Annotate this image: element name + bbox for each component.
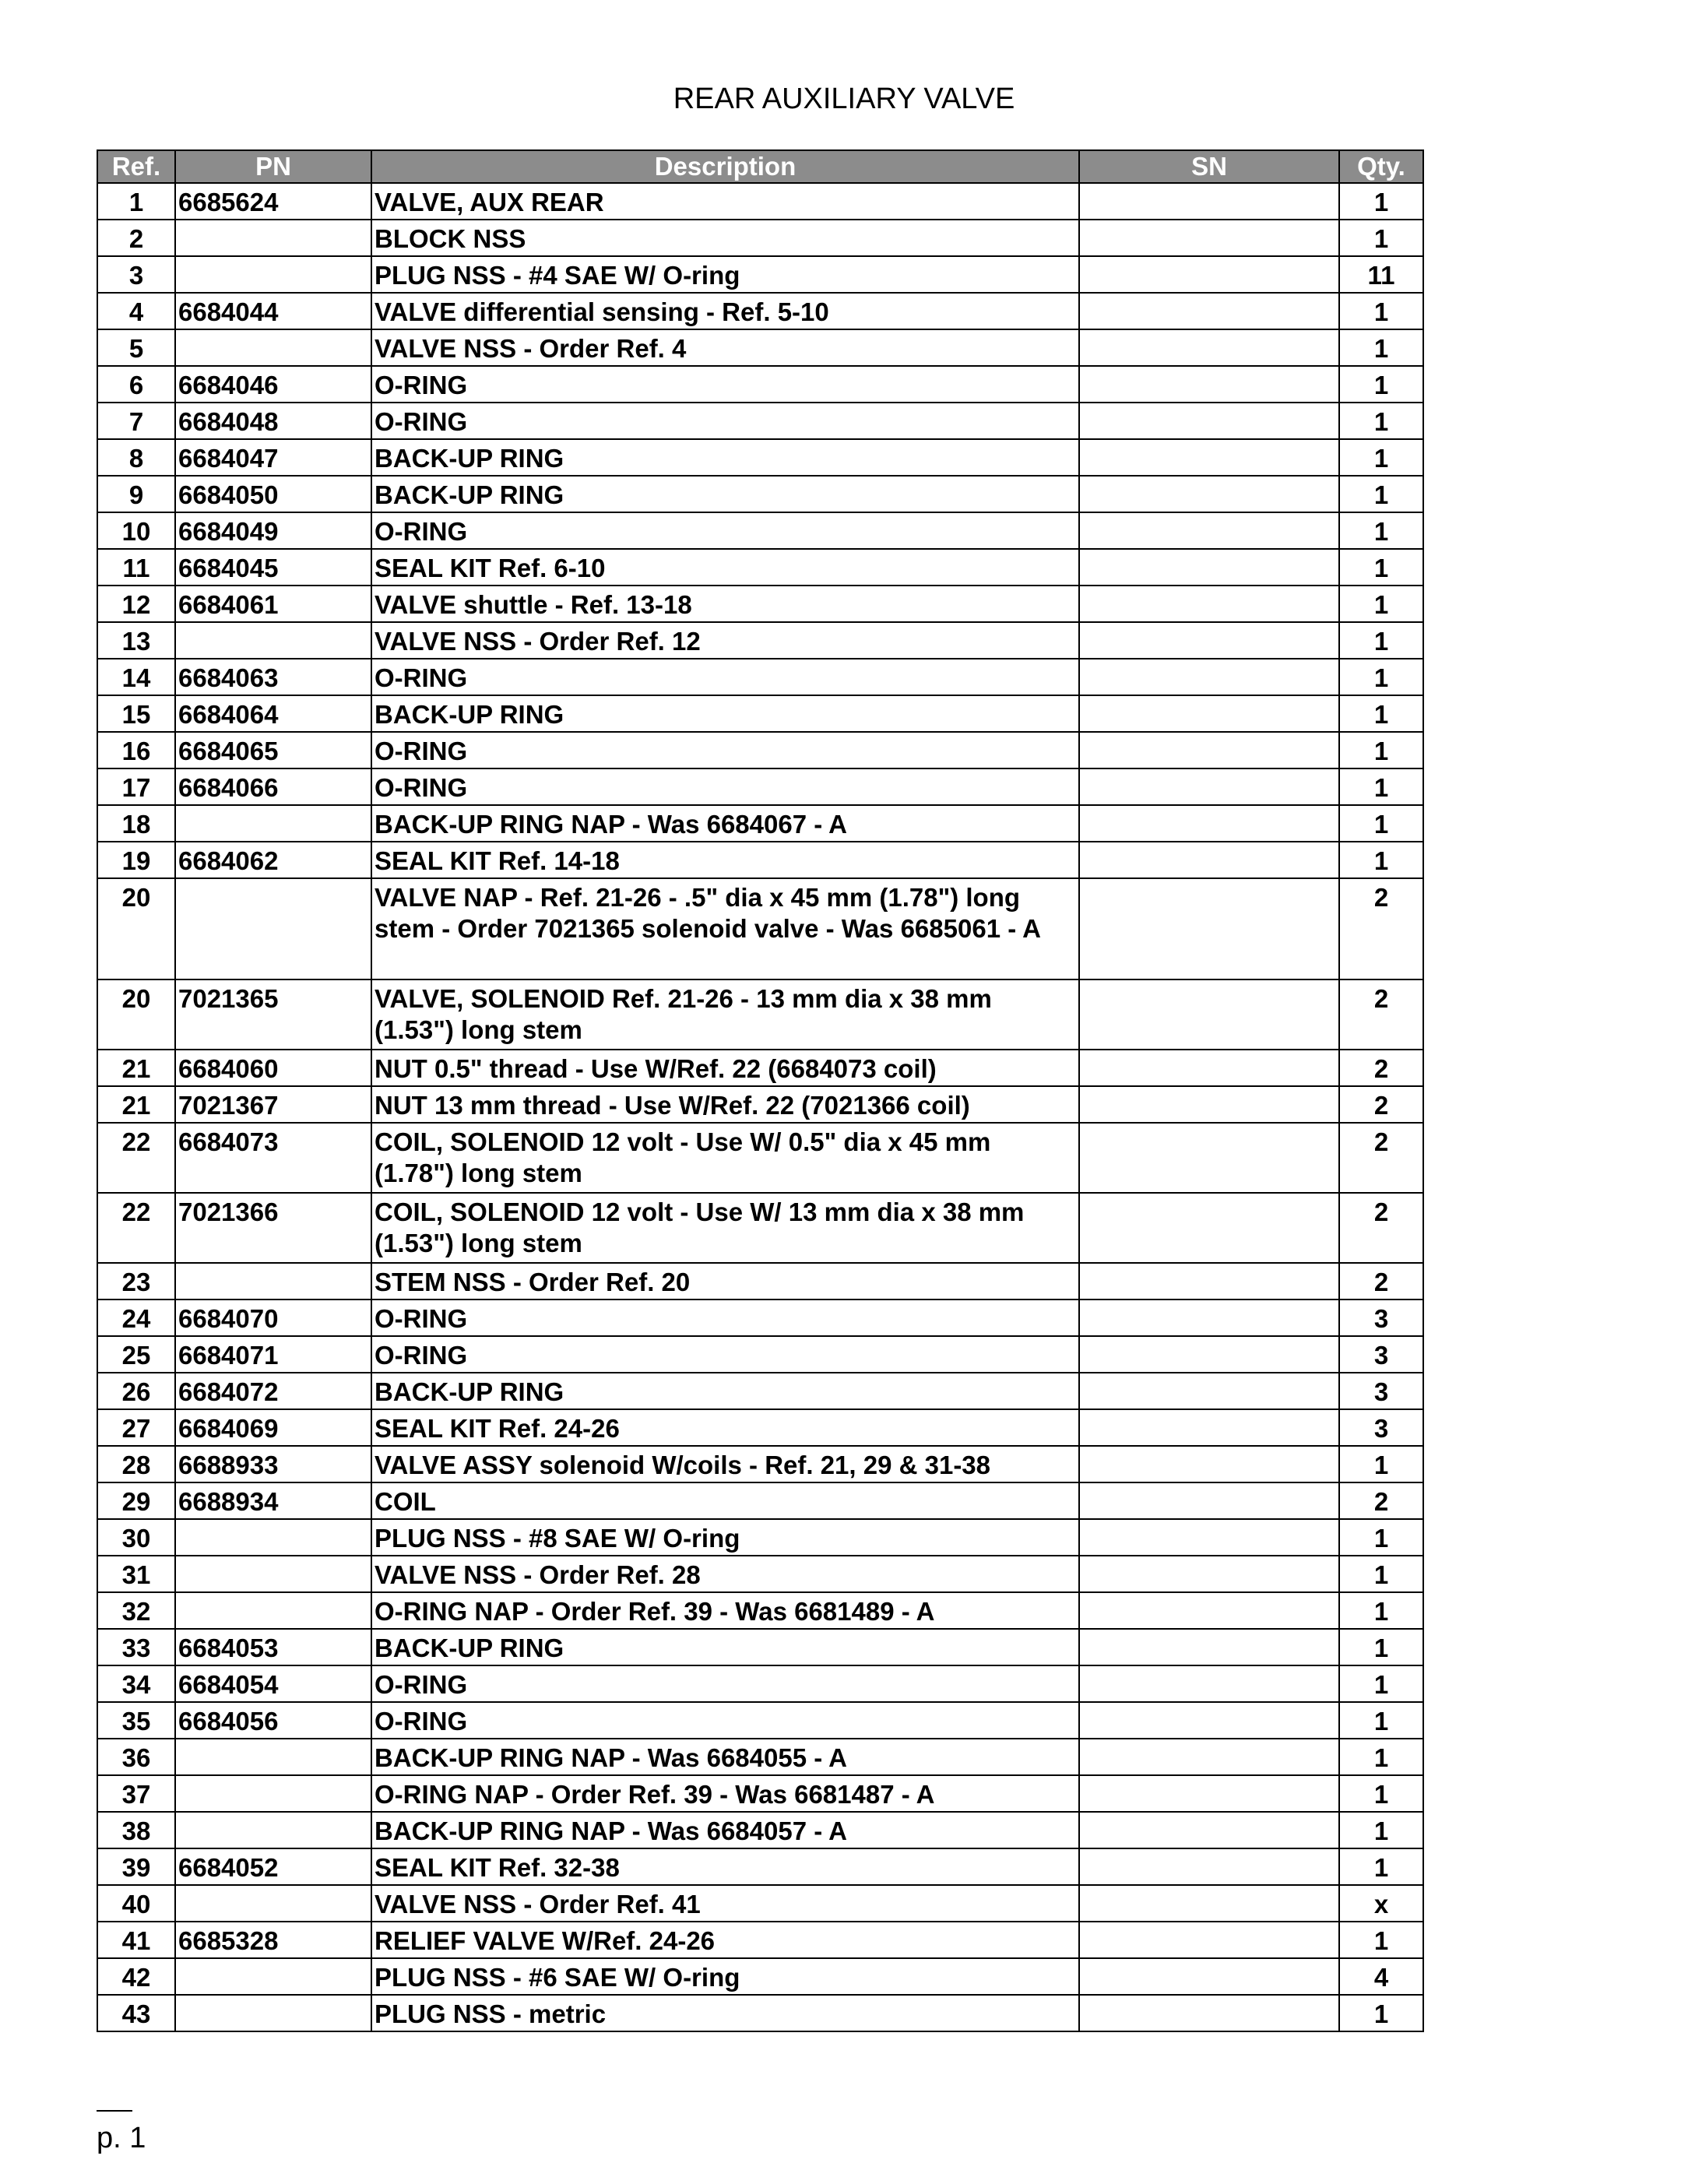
cell-sn <box>1079 1848 1339 1885</box>
cell-sn <box>1079 1665 1339 1702</box>
cell-sn <box>1079 586 1339 622</box>
cell-pn: 6684069 <box>175 1409 371 1446</box>
table-row <box>97 476 1423 512</box>
table-row <box>97 1086 1423 1123</box>
cell-description: PLUG NSS - #6 SAE W/ O-ring <box>371 1958 1079 1995</box>
cell-ref: 4 <box>97 293 175 329</box>
cell-sn <box>1079 403 1339 439</box>
cell-description: PLUG NSS - metric <box>371 1995 1079 2031</box>
cell-sn <box>1079 1592 1339 1629</box>
cell-ref: 30 <box>97 1519 175 1556</box>
cell-sn <box>1079 1373 1339 1409</box>
cell-ref: 39 <box>97 1848 175 1885</box>
cell-qty: 1 <box>1339 768 1423 805</box>
cell-sn <box>1079 1702 1339 1739</box>
cell-qty: 2 <box>1339 1193 1423 1263</box>
header-pn: PN <box>175 150 371 183</box>
cell-pn <box>175 1556 371 1592</box>
cell-sn <box>1079 1922 1339 1958</box>
cell-qty: 1 <box>1339 1629 1423 1665</box>
cell-qty: 1 <box>1339 1519 1423 1556</box>
cell-pn: 6684071 <box>175 1336 371 1373</box>
cell-description: O-RING <box>371 1702 1079 1739</box>
cell-description: BACK-UP RING NAP - Was 6684067 - A <box>371 805 1079 842</box>
cell-qty: x <box>1339 1885 1423 1922</box>
cell-description: BACK-UP RING <box>371 1629 1079 1665</box>
cell-description: SEAL KIT Ref. 24-26 <box>371 1409 1079 1446</box>
cell-ref: 27 <box>97 1409 175 1446</box>
cell-description: PLUG NSS - #8 SAE W/ O-ring <box>371 1519 1079 1556</box>
table-row <box>97 1702 1423 1739</box>
cell-pn: 6684052 <box>175 1848 371 1885</box>
table-row <box>97 1123 1423 1193</box>
table-row <box>97 1519 1423 1556</box>
table-row <box>97 1958 1423 1995</box>
cell-pn: 6684053 <box>175 1629 371 1665</box>
cell-sn <box>1079 768 1339 805</box>
cell-pn: 6684045 <box>175 549 371 586</box>
cell-pn <box>175 220 371 256</box>
cell-qty: 2 <box>1339 1050 1423 1086</box>
cell-ref: 20 <box>97 878 175 979</box>
cell-ref: 8 <box>97 439 175 476</box>
cell-ref: 5 <box>97 329 175 366</box>
cell-pn <box>175 1885 371 1922</box>
cell-qty: 1 <box>1339 1775 1423 1812</box>
header-description: Description <box>371 150 1079 183</box>
cell-pn: 6684050 <box>175 476 371 512</box>
cell-sn <box>1079 512 1339 549</box>
cell-ref: 16 <box>97 732 175 768</box>
cell-pn: 6684065 <box>175 732 371 768</box>
cell-sn <box>1079 1775 1339 1812</box>
cell-description: SEAL KIT Ref. 6-10 <box>371 549 1079 586</box>
cell-pn: 6684066 <box>175 768 371 805</box>
cell-qty: 1 <box>1339 732 1423 768</box>
cell-qty: 1 <box>1339 1739 1423 1775</box>
cell-ref: 2 <box>97 220 175 256</box>
cell-pn <box>175 1519 371 1556</box>
cell-description: BACK-UP RING <box>371 476 1079 512</box>
cell-pn: 6688933 <box>175 1446 371 1482</box>
cell-sn <box>1079 1299 1339 1336</box>
cell-sn <box>1079 842 1339 878</box>
cell-description: VALVE NSS - Order Ref. 4 <box>371 329 1079 366</box>
cell-ref: 14 <box>97 659 175 695</box>
cell-sn <box>1079 1336 1339 1373</box>
cell-pn: 6688934 <box>175 1482 371 1519</box>
cell-qty: 1 <box>1339 293 1423 329</box>
table-row <box>97 256 1423 293</box>
table-row <box>97 293 1423 329</box>
table-row <box>97 1665 1423 1702</box>
cell-description: VALVE differential sensing - Ref. 5-10 <box>371 293 1079 329</box>
cell-sn <box>1079 1739 1339 1775</box>
cell-description: O-RING <box>371 512 1079 549</box>
cell-pn: 6685328 <box>175 1922 371 1958</box>
table-row <box>97 220 1423 256</box>
cell-sn <box>1079 695 1339 732</box>
cell-description: O-RING NAP - Order Ref. 39 - Was 6681489 - A <box>371 1592 1079 1629</box>
table-row <box>97 1336 1423 1373</box>
cell-ref: 29 <box>97 1482 175 1519</box>
cell-qty: 1 <box>1339 1702 1423 1739</box>
cell-ref: 21 <box>97 1086 175 1123</box>
table-row <box>97 1263 1423 1299</box>
table-row <box>97 805 1423 842</box>
parts-table <box>97 149 1424 2032</box>
cell-ref: 42 <box>97 1958 175 1995</box>
cell-description: O-RING <box>371 403 1079 439</box>
cell-pn: 6684062 <box>175 842 371 878</box>
cell-description: COIL, SOLENOID 12 volt - Use W/ 0.5" dia x 45 mm (1.78") long stem <box>371 1123 1079 1193</box>
cell-qty: 2 <box>1339 878 1423 979</box>
cell-pn: 7021365 <box>175 979 371 1050</box>
cell-sn <box>1079 1995 1339 2031</box>
page-number: p. 1 <box>97 2122 146 2154</box>
cell-pn: 6684049 <box>175 512 371 549</box>
cell-pn: 6684047 <box>175 439 371 476</box>
cell-qty: 1 <box>1339 1446 1423 1482</box>
cell-qty: 1 <box>1339 1995 1423 2031</box>
cell-pn: 6684070 <box>175 1299 371 1336</box>
cell-description: O-RING NAP - Order Ref. 39 - Was 6681487 - A <box>371 1775 1079 1812</box>
cell-pn: 6684064 <box>175 695 371 732</box>
cell-description: STEM NSS - Order Ref. 20 <box>371 1263 1079 1299</box>
cell-pn: 6685624 <box>175 183 371 220</box>
cell-pn: 6684063 <box>175 659 371 695</box>
cell-description: VALVE ASSY solenoid W/coils - Ref. 21, 29 & 31-38 <box>371 1446 1079 1482</box>
cell-sn <box>1079 1812 1339 1848</box>
cell-qty: 1 <box>1339 1812 1423 1848</box>
cell-sn <box>1079 659 1339 695</box>
cell-ref: 24 <box>97 1299 175 1336</box>
cell-sn <box>1079 293 1339 329</box>
cell-sn <box>1079 878 1339 979</box>
cell-qty: 2 <box>1339 1123 1423 1193</box>
cell-description: O-RING <box>371 1336 1079 1373</box>
cell-ref: 22 <box>97 1123 175 1193</box>
cell-sn <box>1079 220 1339 256</box>
cell-qty: 11 <box>1339 256 1423 293</box>
cell-description: O-RING <box>371 366 1079 403</box>
table-row <box>97 1739 1423 1775</box>
table-row <box>97 659 1423 695</box>
cell-ref: 10 <box>97 512 175 549</box>
cell-qty: 1 <box>1339 1592 1423 1629</box>
page-title: REAR AUXILIARY VALVE <box>673 83 1015 115</box>
cell-pn <box>175 1592 371 1629</box>
cell-pn <box>175 1958 371 1995</box>
cell-pn: 7021367 <box>175 1086 371 1123</box>
cell-pn: 7021366 <box>175 1193 371 1263</box>
table-row <box>97 1193 1423 1263</box>
cell-ref: 33 <box>97 1629 175 1665</box>
cell-description: VALVE NSS - Order Ref. 12 <box>371 622 1079 659</box>
cell-description: O-RING <box>371 732 1079 768</box>
cell-description: BACK-UP RING NAP - Was 6684057 - A <box>371 1812 1079 1848</box>
cell-description: NUT 13 mm thread - Use W/Ref. 22 (7021366 coil) <box>371 1086 1079 1123</box>
table-row <box>97 979 1423 1050</box>
cell-sn <box>1079 329 1339 366</box>
cell-ref: 32 <box>97 1592 175 1629</box>
cell-pn <box>175 878 371 979</box>
table-row <box>97 1775 1423 1812</box>
cell-ref: 13 <box>97 622 175 659</box>
cell-sn <box>1079 1086 1339 1123</box>
cell-description: PLUG NSS - #4 SAE W/ O-ring <box>371 256 1079 293</box>
table-row <box>97 1050 1423 1086</box>
cell-ref: 41 <box>97 1922 175 1958</box>
cell-description: BACK-UP RING <box>371 695 1079 732</box>
cell-sn <box>1079 1958 1339 1995</box>
cell-ref: 7 <box>97 403 175 439</box>
table-row <box>97 1482 1423 1519</box>
cell-ref: 6 <box>97 366 175 403</box>
cell-description: SEAL KIT Ref. 14-18 <box>371 842 1079 878</box>
table-row <box>97 586 1423 622</box>
cell-sn <box>1079 1556 1339 1592</box>
cell-qty: 1 <box>1339 403 1423 439</box>
cell-ref: 22 <box>97 1193 175 1263</box>
cell-qty: 1 <box>1339 1848 1423 1885</box>
table-row <box>97 695 1423 732</box>
cell-ref: 43 <box>97 1995 175 2031</box>
cell-ref: 31 <box>97 1556 175 1592</box>
cell-pn <box>175 1263 371 1299</box>
cell-pn: 6684060 <box>175 1050 371 1086</box>
cell-qty: 2 <box>1339 979 1423 1050</box>
cell-qty: 2 <box>1339 1263 1423 1299</box>
cell-sn <box>1079 1885 1339 1922</box>
cell-description: BACK-UP RING <box>371 1373 1079 1409</box>
header-qty: Qty. <box>1339 150 1423 183</box>
cell-description: BACK-UP RING NAP - Was 6684055 - A <box>371 1739 1079 1775</box>
cell-ref: 1 <box>97 183 175 220</box>
cell-qty: 1 <box>1339 805 1423 842</box>
table-row <box>97 366 1423 403</box>
cell-pn: 6684046 <box>175 366 371 403</box>
table-row <box>97 439 1423 476</box>
cell-sn <box>1079 732 1339 768</box>
cell-sn <box>1079 549 1339 586</box>
table-row <box>97 1299 1423 1336</box>
cell-ref: 11 <box>97 549 175 586</box>
cell-qty: 1 <box>1339 1665 1423 1702</box>
cell-sn <box>1079 1123 1339 1193</box>
cell-ref: 20 <box>97 979 175 1050</box>
cell-qty: 1 <box>1339 549 1423 586</box>
cell-ref: 26 <box>97 1373 175 1409</box>
table-row <box>97 878 1423 979</box>
cell-sn <box>1079 1263 1339 1299</box>
cell-pn: 6684056 <box>175 1702 371 1739</box>
cell-pn <box>175 1739 371 1775</box>
cell-pn <box>175 805 371 842</box>
cell-qty: 1 <box>1339 1556 1423 1592</box>
cell-description: VALVE NAP - Ref. 21-26 - .5" dia x 45 mm (1.78") long stem - Order 7021365 solenoid valve - Was 6685061 - A <box>371 878 1079 979</box>
header-ref: Ref. <box>97 150 175 183</box>
cell-qty: 1 <box>1339 842 1423 878</box>
table-row <box>97 1446 1423 1482</box>
cell-qty: 1 <box>1339 586 1423 622</box>
cell-qty: 1 <box>1339 439 1423 476</box>
cell-ref: 23 <box>97 1263 175 1299</box>
cell-ref: 9 <box>97 476 175 512</box>
header-sn: SN <box>1079 150 1339 183</box>
cell-pn: 6684044 <box>175 293 371 329</box>
cell-ref: 38 <box>97 1812 175 1848</box>
cell-description: O-RING <box>371 659 1079 695</box>
table-row <box>97 1409 1423 1446</box>
cell-sn <box>1079 1050 1339 1086</box>
cell-description: O-RING <box>371 1299 1079 1336</box>
cell-qty: 2 <box>1339 1482 1423 1519</box>
cell-description: BACK-UP RING <box>371 439 1079 476</box>
cell-ref: 15 <box>97 695 175 732</box>
table-row <box>97 1995 1423 2031</box>
footer-rule <box>97 2110 132 2112</box>
cell-description: VALVE shuttle - Ref. 13-18 <box>371 586 1079 622</box>
cell-ref: 18 <box>97 805 175 842</box>
cell-qty: 2 <box>1339 1086 1423 1123</box>
cell-ref: 25 <box>97 1336 175 1373</box>
table-row <box>97 403 1423 439</box>
cell-qty: 1 <box>1339 220 1423 256</box>
cell-description: VALVE NSS - Order Ref. 28 <box>371 1556 1079 1592</box>
cell-qty: 1 <box>1339 366 1423 403</box>
cell-qty: 1 <box>1339 1922 1423 1958</box>
cell-ref: 17 <box>97 768 175 805</box>
cell-sn <box>1079 366 1339 403</box>
cell-qty: 1 <box>1339 512 1423 549</box>
cell-qty: 1 <box>1339 659 1423 695</box>
table-row <box>97 1373 1423 1409</box>
cell-sn <box>1079 805 1339 842</box>
table-row <box>97 1629 1423 1665</box>
cell-ref: 40 <box>97 1885 175 1922</box>
cell-sn <box>1079 476 1339 512</box>
cell-sn <box>1079 1409 1339 1446</box>
cell-sn <box>1079 622 1339 659</box>
cell-sn <box>1079 256 1339 293</box>
cell-ref: 34 <box>97 1665 175 1702</box>
table-row <box>97 549 1423 586</box>
cell-pn <box>175 622 371 659</box>
cell-qty: 4 <box>1339 1958 1423 1995</box>
table-body <box>97 183 1423 2031</box>
table-row <box>97 622 1423 659</box>
cell-ref: 12 <box>97 586 175 622</box>
cell-pn <box>175 329 371 366</box>
cell-qty: 3 <box>1339 1299 1423 1336</box>
table-row <box>97 1556 1423 1592</box>
cell-sn <box>1079 1629 1339 1665</box>
cell-qty: 3 <box>1339 1409 1423 1446</box>
cell-description: NUT 0.5" thread - Use W/Ref. 22 (6684073 coil) <box>371 1050 1079 1086</box>
cell-description: O-RING <box>371 768 1079 805</box>
cell-ref: 28 <box>97 1446 175 1482</box>
cell-pn: 6684054 <box>175 1665 371 1702</box>
cell-qty: 1 <box>1339 695 1423 732</box>
cell-qty: 1 <box>1339 329 1423 366</box>
cell-sn <box>1079 1193 1339 1263</box>
cell-ref: 36 <box>97 1739 175 1775</box>
cell-description: BLOCK NSS <box>371 220 1079 256</box>
table-header-row <box>97 150 1423 183</box>
cell-description: VALVE, AUX REAR <box>371 183 1079 220</box>
cell-pn: 6684061 <box>175 586 371 622</box>
table-row <box>97 1885 1423 1922</box>
cell-ref: 21 <box>97 1050 175 1086</box>
cell-qty: 1 <box>1339 183 1423 220</box>
table-row <box>97 1848 1423 1885</box>
table-row <box>97 1922 1423 1958</box>
cell-sn <box>1079 1519 1339 1556</box>
table-row <box>97 183 1423 220</box>
cell-sn <box>1079 1482 1339 1519</box>
cell-pn: 6684048 <box>175 403 371 439</box>
cell-sn <box>1079 183 1339 220</box>
cell-ref: 19 <box>97 842 175 878</box>
cell-description: RELIEF VALVE W/Ref. 24-26 <box>371 1922 1079 1958</box>
cell-description: VALVE NSS - Order Ref. 41 <box>371 1885 1079 1922</box>
cell-description: SEAL KIT Ref. 32-38 <box>371 1848 1079 1885</box>
table-row <box>97 1812 1423 1848</box>
cell-description: O-RING <box>371 1665 1079 1702</box>
table-row <box>97 329 1423 366</box>
cell-ref: 37 <box>97 1775 175 1812</box>
cell-description: VALVE, SOLENOID Ref. 21-26 - 13 mm dia x 38 mm (1.53") long stem <box>371 979 1079 1050</box>
cell-qty: 3 <box>1339 1373 1423 1409</box>
cell-pn <box>175 1995 371 2031</box>
cell-sn <box>1079 439 1339 476</box>
table-row <box>97 732 1423 768</box>
cell-ref: 35 <box>97 1702 175 1739</box>
table-row <box>97 768 1423 805</box>
cell-pn <box>175 1812 371 1848</box>
cell-pn: 6684073 <box>175 1123 371 1193</box>
cell-description: COIL, SOLENOID 12 volt - Use W/ 13 mm dia x 38 mm (1.53") long stem <box>371 1193 1079 1263</box>
table-row <box>97 1592 1423 1629</box>
cell-description: COIL <box>371 1482 1079 1519</box>
table-row <box>97 512 1423 549</box>
cell-pn <box>175 256 371 293</box>
cell-qty: 1 <box>1339 476 1423 512</box>
cell-ref: 3 <box>97 256 175 293</box>
cell-pn <box>175 1775 371 1812</box>
table-row <box>97 842 1423 878</box>
cell-qty: 1 <box>1339 622 1423 659</box>
cell-pn: 6684072 <box>175 1373 371 1409</box>
cell-qty: 3 <box>1339 1336 1423 1373</box>
cell-sn <box>1079 1446 1339 1482</box>
cell-sn <box>1079 979 1339 1050</box>
